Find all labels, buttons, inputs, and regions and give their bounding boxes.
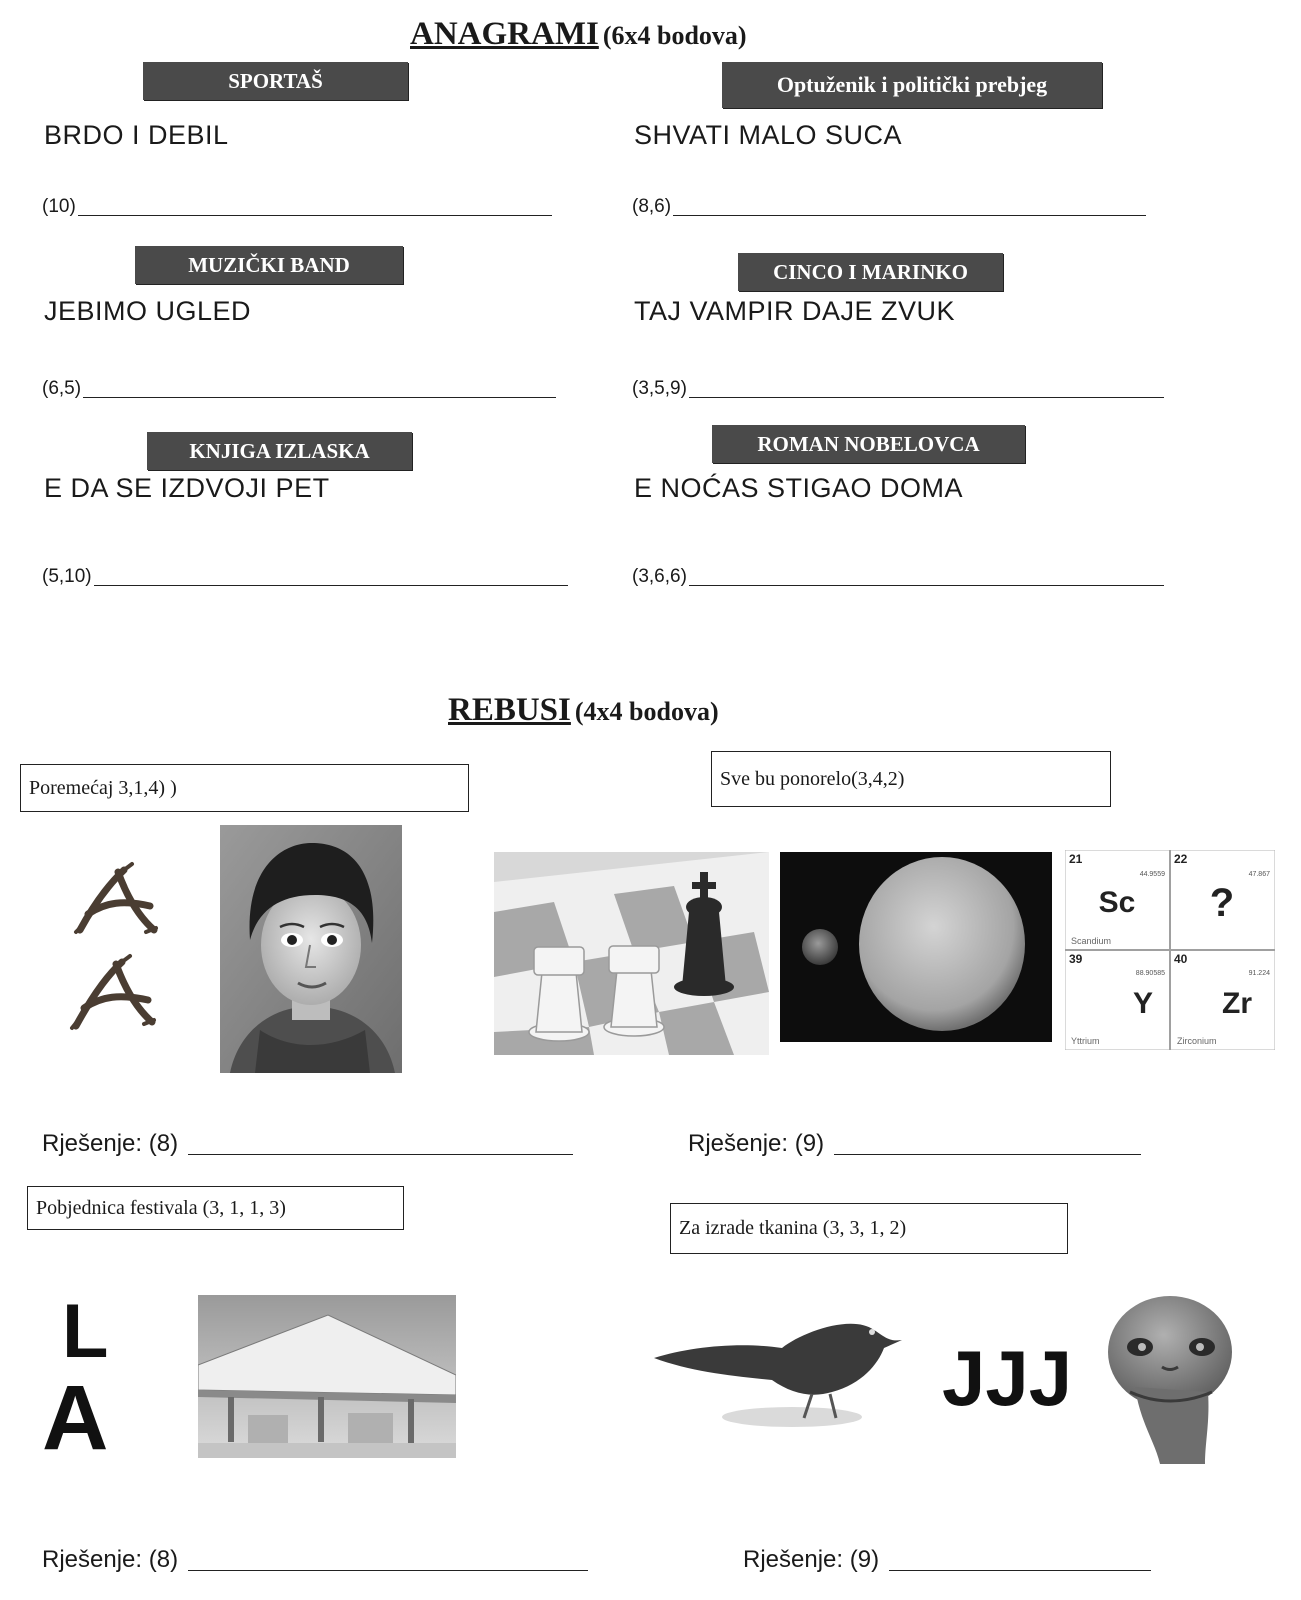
anagrams-points: (6x4 bodova) (602, 21, 747, 50)
rebus-solution-label-3: Rješenje: (8) (42, 1546, 179, 1573)
element-symbol: Sc (1098, 886, 1136, 919)
anagram-category-4: CINCO I MARINKO (738, 253, 1003, 291)
planets-image (780, 852, 1052, 1042)
anagram-category-1: SPORTAŠ (143, 62, 408, 100)
anagram-answer-3[interactable] (42, 378, 556, 400)
anagram-text-1: BRDO I DEBIL (44, 120, 229, 150)
anagram-lengths-4: (3,5,9) (632, 378, 687, 399)
anagram-category-3: MUZIČKI BAND (135, 246, 403, 284)
element-number: 39 (1069, 952, 1083, 966)
anagram-answer-4[interactable] (632, 378, 1164, 400)
anagram-lengths-5: (5,10) (42, 566, 92, 587)
anagram-category-5: KNJIGA IZLASKA (147, 432, 412, 470)
rebus-solution-4[interactable] (743, 1546, 1151, 1574)
letters-jjj-glyph: JJJ (942, 1335, 1073, 1415)
anagram-category-2: Optuženik i politički prebjeg (722, 62, 1102, 108)
element-mass: 91.224 (1248, 970, 1270, 977)
rebus-solution-1[interactable] (42, 1130, 573, 1158)
answer-line (889, 1570, 1151, 1571)
anagram-text-2: SHVATI MALO SUCA (634, 120, 903, 150)
twig-letter-a-image (62, 858, 172, 1038)
letter-l-glyph: L (62, 1295, 109, 1374)
element-name: Zirconium (1177, 1036, 1217, 1046)
element-name: Yttrium (1071, 1036, 1100, 1046)
rebus-clue-2: Sve bu ponorelo(3,4,2) (711, 751, 1111, 807)
anagram-text-3: JEBIMO UGLED (44, 296, 252, 326)
anagram-answer-5[interactable] (42, 566, 568, 588)
element-number: 22 (1174, 852, 1188, 866)
rebus-solution-2[interactable] (688, 1130, 1141, 1158)
anagram-lengths-3: (6,5) (42, 378, 82, 399)
twig-a-top (76, 864, 156, 932)
answer-line (83, 397, 556, 398)
element-name: Scandium (1071, 936, 1112, 946)
anagram-category-6: ROMAN NOBELOVCA (712, 425, 1025, 463)
element-mass: 88.90585 (1135, 970, 1165, 977)
answer-line (689, 397, 1164, 398)
element-symbol: Y (1132, 987, 1154, 1020)
rebus-title (448, 692, 719, 729)
rebus-clue-1: Poremećaj 3,1,4) ) (20, 764, 469, 812)
answer-line (94, 585, 568, 586)
letters-jjj-image (940, 1335, 1080, 1415)
rebus-clue-4: Za izrade tkanina (3, 3, 1, 2) (670, 1203, 1068, 1254)
rebus-solution-label-2: Rješenje: (9) (688, 1130, 825, 1157)
periodic-table-image (1065, 850, 1275, 1050)
element-mass: 44.9559 (1139, 871, 1165, 878)
anagrams-title-text: ANAGRAMI (410, 16, 599, 52)
woman-portrait-image (220, 825, 402, 1073)
element-number: 21 (1069, 852, 1083, 866)
answer-line (689, 585, 1164, 586)
letters-l-a-image (40, 1295, 180, 1455)
anagram-lengths-2: (8,6) (632, 196, 672, 217)
anagram-text-4: TAJ VAMPIR DAJE ZVUK (634, 296, 956, 326)
element-symbol: ? (1209, 881, 1235, 925)
element-symbol: Zr (1222, 987, 1252, 1020)
gas-station-image (198, 1295, 456, 1458)
answer-line (834, 1154, 1141, 1155)
anagram-text-6: E NOĆAS STIGAO DOMA (634, 473, 964, 503)
chess-pieces-image (494, 852, 769, 1055)
anagrams-title (410, 16, 747, 53)
bird-image (652, 1302, 908, 1432)
twig-a-bottom (72, 956, 154, 1028)
element-number: 40 (1174, 952, 1188, 966)
rebus-clue-3: Pobjednica festivala (3, 1, 1, 3) (27, 1186, 404, 1230)
answer-line (673, 215, 1146, 216)
anagram-answer-1[interactable] (42, 196, 552, 218)
rebus-title-text: REBUSI (448, 692, 571, 728)
alien-et-image (1100, 1292, 1240, 1464)
rebus-points: (4x4 bodova) (574, 697, 719, 726)
rebus-solution-label-1: Rješenje: (8) (42, 1130, 179, 1157)
element-mass: 47.867 (1248, 871, 1270, 878)
anagram-lengths-6: (3,6,6) (632, 566, 687, 587)
rebus-solution-3[interactable] (42, 1546, 588, 1574)
anagram-answer-6[interactable] (632, 566, 1164, 588)
answer-line (188, 1570, 588, 1571)
anagram-answer-2[interactable] (632, 196, 1146, 218)
letter-a-glyph: A (42, 1367, 109, 1455)
answer-line (188, 1154, 573, 1155)
answer-line (78, 215, 552, 216)
anagram-lengths-1: (10) (42, 196, 76, 217)
rebus-solution-label-4: Rješenje: (9) (743, 1546, 880, 1573)
anagram-text-5: E DA SE IZDVOJI PET (44, 473, 330, 503)
